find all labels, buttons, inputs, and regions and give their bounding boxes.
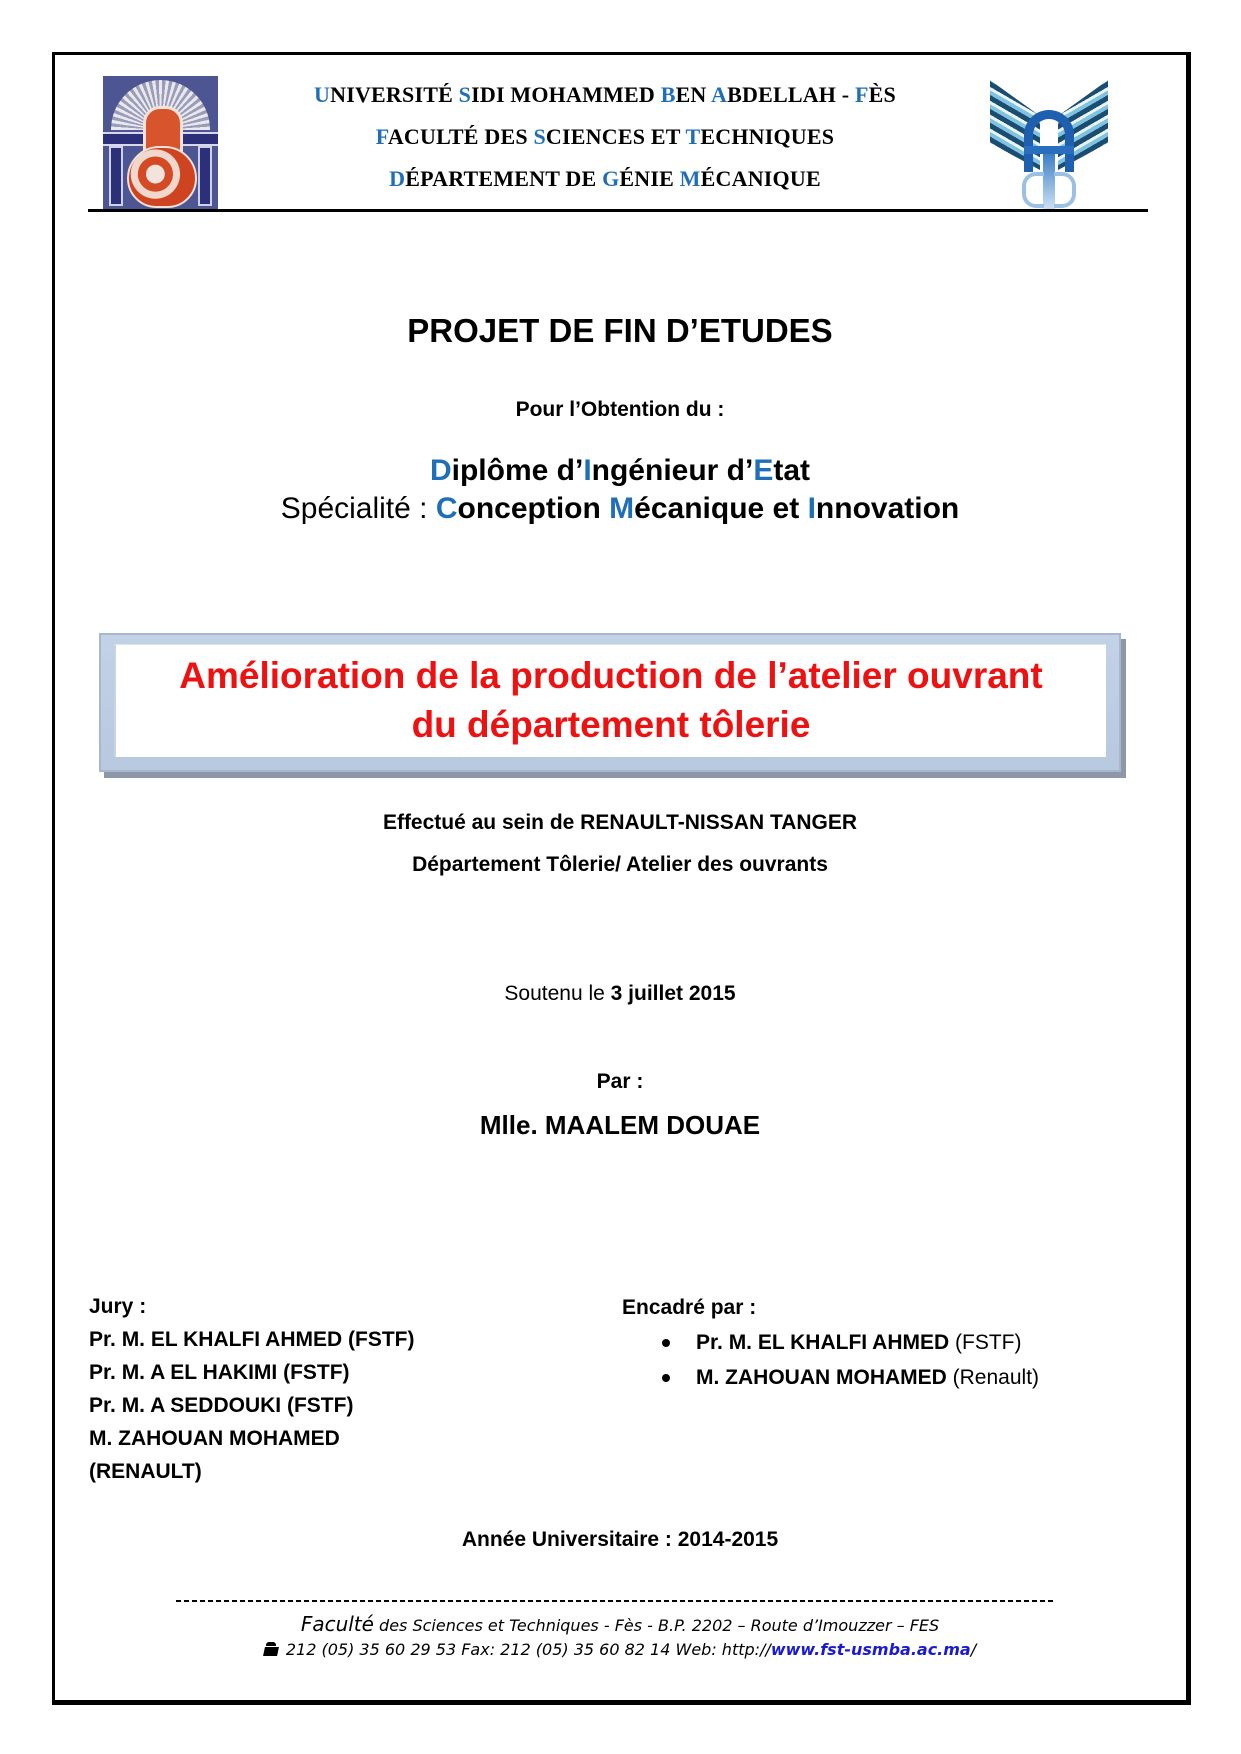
host-department: Département Tôlerie/ Atelier des ouvrants — [412, 853, 828, 876]
header-line-department: DÉPARTEMENT DE GÉNIE MÉCANIQUE — [389, 166, 821, 191]
university-emblem-logo — [103, 76, 218, 210]
footer-address — [60, 1612, 1180, 1636]
author-by-label: Par : — [596, 1070, 644, 1093]
supervisor-item — [622, 1325, 1039, 1360]
footer-address-rest: des Sciences et Techniques - Fès - B.P. 2202 – Route d’Imouzzer – FES — [373, 1616, 940, 1635]
project-title-box — [99, 633, 1121, 772]
emblem-crest-body — [127, 146, 197, 208]
project-title-inner — [114, 644, 1106, 757]
footer-contact — [60, 1640, 1180, 1659]
fst-logo — [990, 76, 1108, 210]
supervisor-org: (Renault) — [946, 1366, 1040, 1389]
project-title-line-1: Amélioration de la production de l’atelier ouvrant — [179, 655, 1043, 696]
supervisors-list — [622, 1325, 1039, 1395]
host-company: Effectué au sein de RENAULT-NISSAN TANGER — [382, 811, 858, 834]
jury-member: Pr. M. A SEDDOUKI (FSTF) — [89, 1394, 354, 1417]
supervisor-name: Pr. M. EL KHALFI AHMED — [696, 1331, 950, 1354]
footer-contact-suffix: / — [970, 1640, 977, 1659]
defense-prefix: Soutenu le — [504, 982, 611, 1005]
document-title: PROJET DE FIN D’ETUDES — [407, 312, 833, 349]
phone-icon — [264, 1642, 278, 1656]
project-title-line-2: du département tôlerie — [411, 704, 811, 745]
logo-crossbar — [1024, 146, 1074, 154]
defense-date: 3 juillet 2015 — [610, 982, 736, 1005]
bullet-icon — [662, 1374, 670, 1382]
academic-year: Année Universitaire : 2014-2015 — [461, 1528, 779, 1551]
header-line-faculty: FACULTÉ DES SCIENCES ET TECHNIQUES — [375, 124, 835, 149]
jury-member: Pr. M. EL KHALFI AHMED (FSTF) — [89, 1328, 415, 1351]
logo-swirl-left — [1022, 172, 1044, 208]
obtention-label: Pour l’Obtention du : — [515, 398, 725, 421]
specialty-value: Conception Mécanique et Innovation — [435, 492, 960, 525]
supervisors-heading: Encadré par : — [622, 1296, 757, 1319]
footer-contact-text: 212 (05) 35 60 29 53 Fax: 212 (05) 35 60 82 14 Web: http:// — [285, 1640, 771, 1659]
jury-member: Pr. M. A EL HAKIMI (FSTF) — [89, 1361, 350, 1384]
emblem-pillar-right — [198, 146, 212, 206]
emblem-pillar-left — [109, 146, 123, 206]
specialty-label: Spécialité : — [280, 492, 436, 525]
diploma-title: Diplôme d’Ingénieur d’Etat — [429, 454, 811, 487]
footer-address-lead: Faculté — [300, 1612, 374, 1636]
jury-section — [89, 1290, 415, 1488]
author-name: Mlle. MAALEM DOUAE — [479, 1110, 761, 1140]
jury-heading: Jury : — [89, 1295, 147, 1318]
jury-member: (RENAULT) — [89, 1460, 202, 1483]
footer-dashed-divider — [176, 1600, 1056, 1602]
institution-header — [230, 74, 980, 200]
header-line-university: UNIVERSITÉ SIDI MOHAMMED BEN ABDELLAH - FÈS — [314, 82, 896, 107]
supervisor-item — [622, 1360, 1039, 1395]
supervisors-section — [622, 1290, 1039, 1395]
logo-swirl-right — [1054, 172, 1076, 208]
defense-date-line — [60, 982, 1180, 1006]
jury-member: M. ZAHOUAN MOHAMED — [89, 1427, 340, 1450]
website-link[interactable]: www.fst-usmba.ac.ma — [770, 1640, 971, 1659]
supervisor-org: (FSTF) — [949, 1331, 1022, 1354]
specialty-line — [60, 492, 1180, 526]
header-divider — [88, 209, 1148, 212]
supervisor-name: M. ZAHOUAN MOHAMED — [696, 1366, 947, 1389]
bullet-icon — [662, 1339, 670, 1347]
